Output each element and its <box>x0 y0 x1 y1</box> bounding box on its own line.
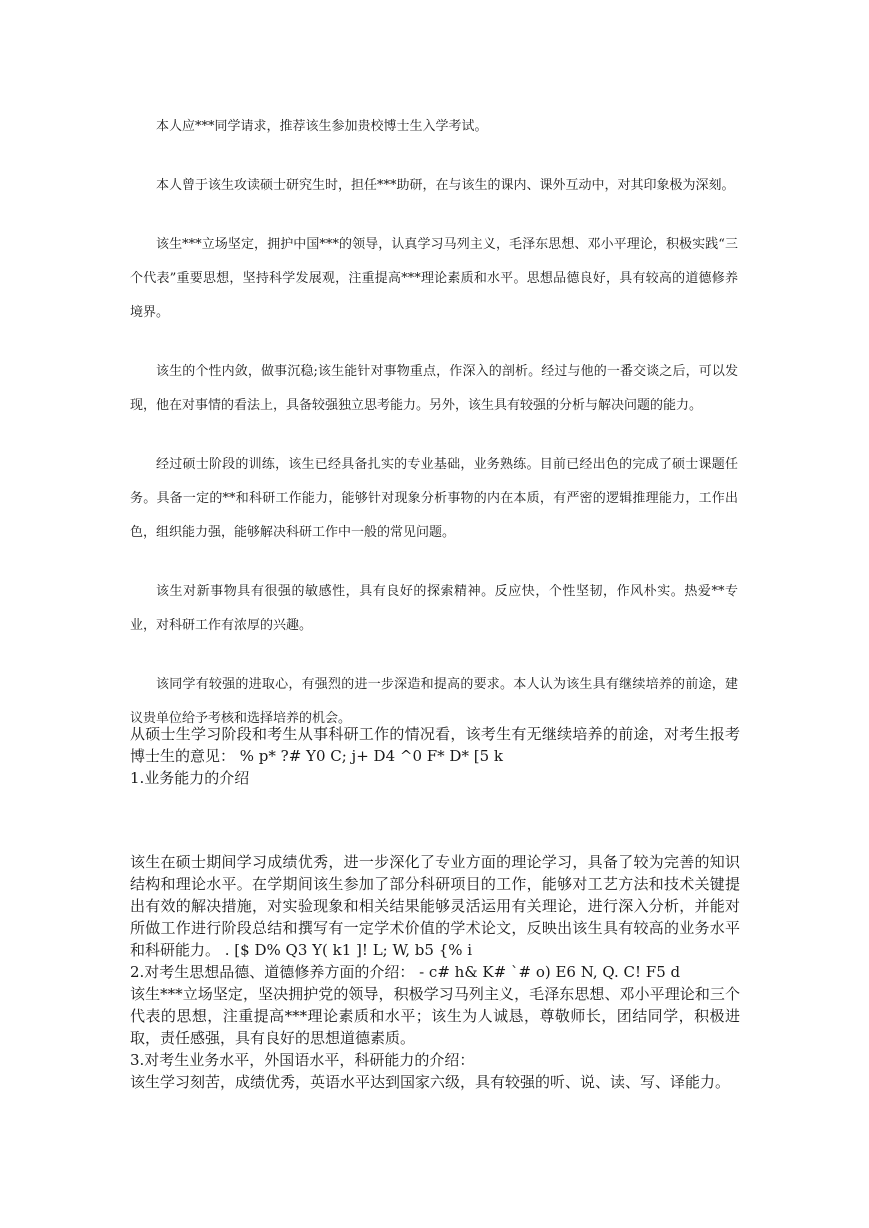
letter-paragraph-exploration-spirit: 该生对新事物具有很强的敏感性，具有良好的探索精神。反应快，个性坚韧，作风朴实。热爱**专业，对科研工作有浓厚的兴趣。 <box>130 584 738 633</box>
blank-spacer <box>130 789 740 851</box>
letter-paragraph-relationship: 本人曾于该生攻读硕士研究生时，担任***助研，在与该生的课内、课外互动中，对其印象极为深刻。 <box>156 178 735 193</box>
letter-paragraph-conclusion: 该同学有较强的进取心，有强烈的进一步深造和提高的要求。本人认为该生具有继续培养的前途，建议贵单位给予考核和选择培养的机会。 <box>130 677 738 726</box>
letter-paragraph-political-stance: 该生***立场坚定，拥护中国***的领导，认真学习马列主义，毛泽东思想、邓小平理论，积极实践“三个代表”重要思想，坚持科学发展观，注重提高***理论素质和水平。思想品德良好，具有较高的道德修养境界。 <box>130 237 738 320</box>
form-question: 从硕士生学习阶段和考生从事科研工作的情况看，该考生有无继续培养的前途，对考生报考博士生的意见： % p* ?# Y0 C; j+ D4 ^0 F* D* [5 k <box>130 725 740 765</box>
letter-paragraph-request: 本人应***同学请求，推荐该生参加贵校博士生入学考试。 <box>156 119 488 134</box>
letter-paragraph-professional-ability: 经过硕士阶段的训练，该生已经具备扎实的专业基础，业务熟练。目前已经出色的完成了硕士课题任务。具备一定的**和科研工作能力，能够针对现象分析事物的内在本质，有严密的逻辑推理能力，工作出色，组织能力强，能够解决科研工作中一般的常见问题。 <box>130 457 738 540</box>
section-heading-business-ability: 1.业务能力的介绍 <box>130 769 250 787</box>
recommendation-letter <box>130 110 738 761</box>
evaluation-form <box>130 723 740 1093</box>
section-body-language-research: 该生学习刻苦，成绩优秀，英语水平达到国家六级，具有较强的听、说、读、写、译能力。 <box>130 1073 731 1091</box>
section-body-business-ability: 该生在硕士期间学习成绩优秀，进一步深化了专业方面的理论学习，具备了较为完善的知识结构和理论水平。在学期间该生参加了部分科研项目的工作，能够对工艺方法和技术关键提出有效的解决措施，对实验现象和相关结果能够灵活运用有关理论，进行深入分析，并能对所做工作进行阶段总结和撰写有一定学术价值的学术论文，反映出该生具有较高的业务水平和科研能力。 . [$ D% Q3 Y( k1 ]! L; W, b5 {% i <box>130 853 740 959</box>
section-heading-moral-character: 2.对考生思想品德、道德修养方面的介绍： - c# h& K# `# o) E6 N, Q. C! F5 d <box>130 963 681 981</box>
section-body-moral-character: 该生***立场坚定，坚决拥护党的领导，积极学习马列主义，毛泽东思想、邓小平理论和三个代表的思想，注重提高***理论素质和水平；该生为人诚恳，尊敬师长，团结同学，积极进取，责任感强，具有良好的思想道德素质。 <box>130 985 740 1047</box>
letter-paragraph-personality: 该生的个性内敛，做事沉稳;该生能针对事物重点，作深入的剖析。经过与他的一番交谈之后，可以发现，他在对事情的看法上，具备较强独立思考能力。另外，该生具有较强的分析与解决问题的能力。 <box>130 364 738 413</box>
section-heading-language-research: 3.对考生业务水平，外国语水平，科研能力的介绍： <box>130 1051 475 1069</box>
